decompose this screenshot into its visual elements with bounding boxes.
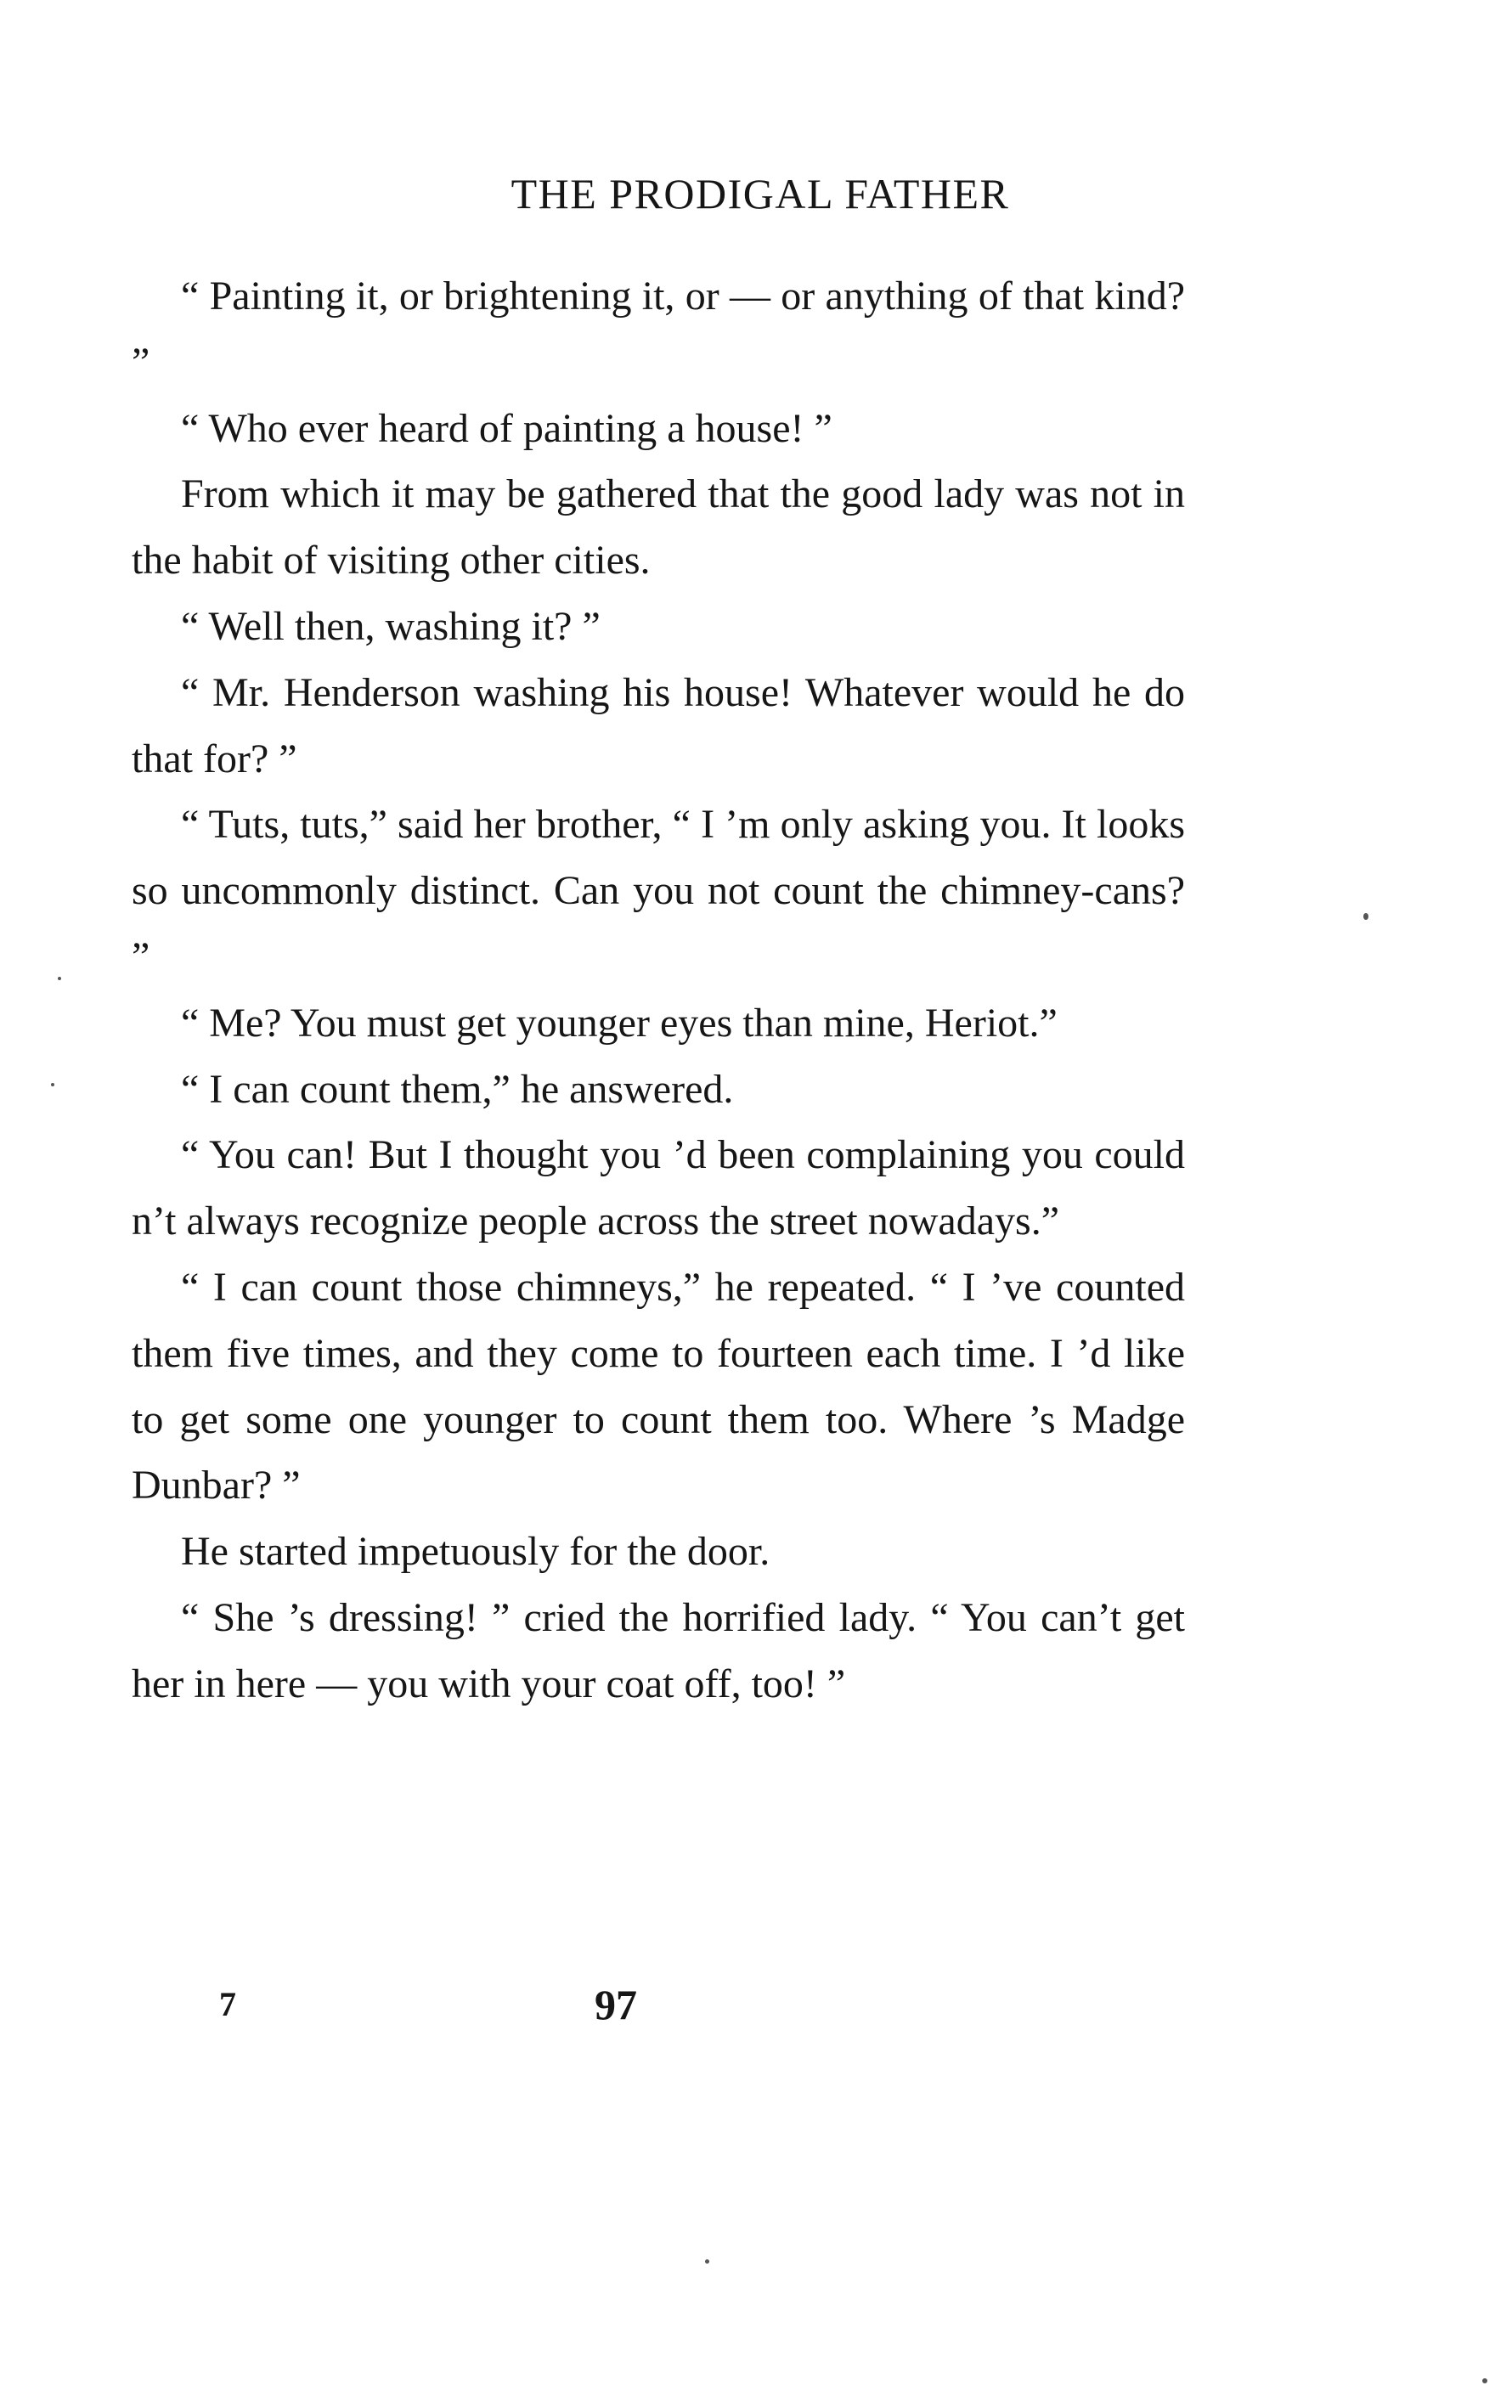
scan-speck	[58, 977, 61, 980]
scan-speck	[51, 1083, 54, 1086]
paragraph: “ I can count those chimneys,” he repeated. “ I ’ve counted them five times, and they come to fourteen each time. I ’d like to get some one younger to count them too. Where ’s Madge Dunbar? ”	[132, 1264, 1185, 1509]
paragraph: He started impetuously for the door.	[181, 1529, 770, 1575]
paragraph: “ Painting it, or brightening it, or — or anything of that kind? ”	[132, 274, 1185, 385]
scan-speck	[1363, 913, 1368, 920]
paragraph: “ Who ever heard of painting a house! ”	[181, 405, 832, 451]
page-number: 97	[595, 1981, 637, 2028]
paragraph: “ I can count them,” he answered.	[181, 1066, 734, 1112]
paragraph: “ Tuts, tuts,” said her brother, “ I ’m only asking you. It looks so uncommonly distinct. Can you not count the chimney-cans? ”	[132, 802, 1185, 979]
paragraph: “ Mr. Henderson washing his house! Whatever would he do that for? ”	[132, 669, 1185, 781]
paragraph: “ Well then, washing it? ”	[181, 603, 601, 649]
paragraph: “ She ’s dressing! ” cried the horrified lady. “ You can’t get her in here — you with your coat off, too! ”	[132, 1594, 1185, 1706]
scan-speck	[705, 2259, 709, 2264]
running-head: THE PRODIGAL FATHER	[511, 170, 1010, 217]
paragraph: “ Me? You must get younger eyes than mine, Heriot.”	[181, 1000, 1058, 1046]
body-text	[132, 263, 1185, 1717]
page-footer	[0, 1975, 1512, 2034]
signature-mark: 7	[219, 1985, 236, 2023]
paragraph: From which it may be gathered that the good lady was not in the habit of visiting other cities.	[132, 471, 1185, 584]
paragraph: “ You can! But I thought you ’d been complaining you could n’t always recognize people across the street nowadays.”	[132, 1132, 1185, 1244]
scan-speck	[1482, 2378, 1487, 2383]
